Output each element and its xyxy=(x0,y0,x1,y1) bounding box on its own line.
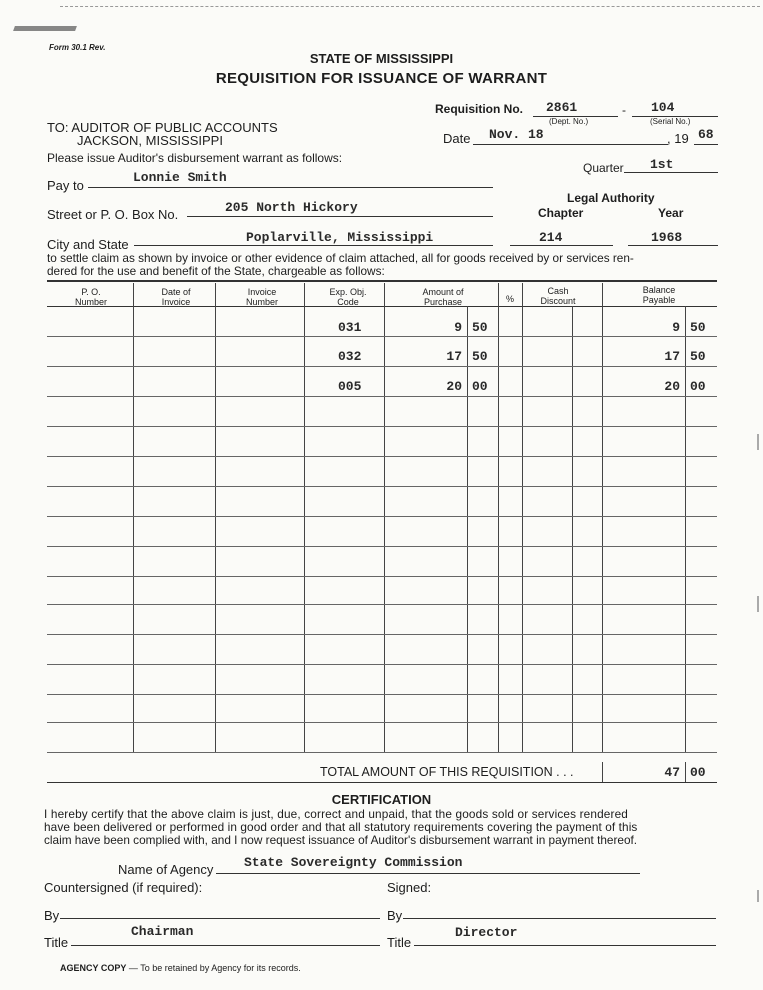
row-3-balance-dollars: 20 xyxy=(664,379,680,394)
to-line-2: JACKSON, MISSISSIPPI xyxy=(77,133,223,148)
year-line xyxy=(694,144,718,145)
total-top-rule xyxy=(47,782,717,783)
legal-year-line xyxy=(628,245,718,246)
countersigned-label: Countersigned (if required): xyxy=(44,880,203,895)
agency-line xyxy=(216,873,640,874)
serial-no-value: 104 xyxy=(651,100,675,115)
edge-speck xyxy=(757,434,759,450)
row-3-balance-cents: 00 xyxy=(690,379,706,394)
col-line-3 xyxy=(304,283,305,752)
left-by-line xyxy=(60,918,380,919)
date-value: Nov. 18 xyxy=(489,127,544,142)
total-cents: 00 xyxy=(690,765,706,780)
row-line xyxy=(47,634,717,635)
row-2-amount-dollars: 17 xyxy=(446,349,462,364)
footer-copy-text: — To be retained by Agency for its records. xyxy=(128,963,301,973)
row-2-code: 032 xyxy=(338,349,362,364)
legal-authority-title: Legal Authority xyxy=(567,191,655,205)
row-line xyxy=(47,694,717,695)
row-line xyxy=(47,722,717,723)
row-2-balance-dollars: 17 xyxy=(664,349,680,364)
right-by-line xyxy=(403,918,716,919)
year-value: 68 xyxy=(698,127,714,142)
header-invoice-number: Invoice Number xyxy=(245,287,278,307)
row-line xyxy=(47,486,717,487)
row-3-code: 005 xyxy=(338,379,362,394)
footer xyxy=(60,963,301,973)
edge-speck xyxy=(757,890,759,902)
col-line-7 xyxy=(522,283,523,752)
total-box-left xyxy=(602,762,603,782)
certification-line-2: have been delivered or performed in good order and that all statutory requirements covering the payment of this xyxy=(44,820,638,834)
col-line-11 xyxy=(685,762,686,782)
edge-speck xyxy=(757,596,759,612)
right-title-line xyxy=(414,945,716,946)
row-line xyxy=(47,516,717,517)
row-line xyxy=(47,576,717,577)
total-dollars: 47 xyxy=(664,765,680,780)
city-line xyxy=(134,245,493,246)
left-title-value: Chairman xyxy=(131,924,194,939)
left-title-line xyxy=(71,945,380,946)
chapter-label: Chapter xyxy=(538,206,584,220)
row-2-balance-cents: 50 xyxy=(690,349,706,364)
pay-to-label: Pay to xyxy=(47,178,84,193)
row-1-balance-cents: 50 xyxy=(690,320,706,335)
pay-to-value: Lonnie Smith xyxy=(133,170,227,185)
row-2-amount-cents: 50 xyxy=(472,349,488,364)
date-line xyxy=(473,144,668,145)
city-value: Poplarville, Mississippi xyxy=(246,230,434,245)
table-top-rule xyxy=(47,280,717,282)
col-line-8 xyxy=(572,306,573,752)
total-label: TOTAL AMOUNT OF THIS REQUISITION . . . xyxy=(320,765,574,779)
certification-line-3: claim have been complied with, and I now request issuance of Auditor's disbursement warrant in payment thereof. xyxy=(44,833,638,847)
header-cash-discount: Cash Discount xyxy=(540,286,576,306)
row-3-amount-dollars: 20 xyxy=(446,379,462,394)
row-line xyxy=(47,546,717,547)
col-line-4 xyxy=(384,283,385,752)
col-line-1 xyxy=(133,283,134,752)
to-instruction: Please issue Auditor's disbursement warrant as follows: xyxy=(47,151,343,165)
header-percent: % xyxy=(505,294,514,304)
agency-value: State Sovereignty Commission xyxy=(244,855,463,870)
right-by-label: By xyxy=(387,908,403,923)
row-line xyxy=(47,426,717,427)
col-line-2 xyxy=(215,283,216,752)
dept-no-caption: (Dept. No.) xyxy=(549,117,589,126)
right-title-value: Director xyxy=(455,925,518,940)
table-header-rule xyxy=(47,306,717,307)
row-1-balance-dollars: 9 xyxy=(672,320,680,335)
state-heading: STATE OF MISSISSIPPI xyxy=(309,51,454,66)
settle-text-line-2: dered for the use and benefit of the State, chargeable as follows: xyxy=(47,264,385,278)
chapter-line xyxy=(510,245,613,246)
agency-label: Name of Agency xyxy=(118,862,214,877)
row-line xyxy=(47,336,717,337)
left-by-label: By xyxy=(44,908,60,923)
left-title-label: Title xyxy=(44,935,69,950)
quarter-line xyxy=(624,172,718,173)
dept-no-value: 2861 xyxy=(546,100,578,115)
city-label: City and State xyxy=(47,237,129,252)
header-amount-of-purchase: Amount of Purchase xyxy=(422,287,464,307)
to-line-1: TO: AUDITOR OF PUBLIC ACCOUNTS xyxy=(47,120,278,135)
chapter-value: 214 xyxy=(539,230,563,245)
certification-line-1: I hereby certify that the above claim is just, due, correct and unpaid, that the goods sold or services rendered xyxy=(44,807,629,821)
street-value: 205 North Hickory xyxy=(225,200,358,215)
requisition-dash: - xyxy=(622,103,626,117)
pay-to-line xyxy=(88,187,493,188)
row-line xyxy=(47,664,717,665)
row-line xyxy=(47,752,717,753)
requisition-label: Requisition No. xyxy=(435,102,523,116)
form-number: Form 30.1 Rev. xyxy=(49,43,106,52)
header-exp-obj-code: Exp. Obj. Code xyxy=(329,287,367,307)
row-line xyxy=(47,456,717,457)
row-line xyxy=(47,366,717,367)
header-balance-payable: Balance Payable xyxy=(642,285,676,305)
quarter-value: 1st xyxy=(650,157,674,172)
quarter-label: Quarter xyxy=(583,161,624,175)
row-line xyxy=(47,396,717,397)
footer-copy-label: AGENCY COPY xyxy=(60,963,127,973)
street-line xyxy=(187,216,493,217)
street-label: Street or P. O. Box No. xyxy=(47,207,179,222)
row-1-code: 031 xyxy=(338,320,362,335)
date-label: Date xyxy=(443,131,471,146)
top-edge-line xyxy=(60,6,760,7)
legal-year-value: 1968 xyxy=(651,230,683,245)
scan-mark xyxy=(13,26,77,31)
year-prefix: , 19 xyxy=(667,131,689,146)
row-3-amount-cents: 00 xyxy=(472,379,488,394)
col-line-9 xyxy=(602,283,603,752)
legal-year-label: Year xyxy=(658,206,684,220)
row-line xyxy=(47,604,717,605)
signed-label: Signed: xyxy=(387,880,432,895)
certification-title: CERTIFICATION xyxy=(331,792,432,807)
row-1-amount-cents: 50 xyxy=(472,320,488,335)
col-line-5 xyxy=(467,306,468,752)
header-date-of-invoice: Date of Invoice xyxy=(161,287,191,307)
col-line-6 xyxy=(498,283,499,752)
row-1-amount-dollars: 9 xyxy=(454,320,462,335)
settle-text-line-1: to settle claim as shown by invoice or other evidence of claim attached, all for goods received by or services ren- xyxy=(47,251,634,265)
form-title: REQUISITION FOR ISSUANCE OF WARRANT xyxy=(215,70,548,87)
col-line-10 xyxy=(685,306,686,752)
header-po-number: P. O. Number xyxy=(74,287,107,307)
right-title-label: Title xyxy=(387,935,412,950)
serial-no-caption: (Serial No.) xyxy=(650,117,691,126)
